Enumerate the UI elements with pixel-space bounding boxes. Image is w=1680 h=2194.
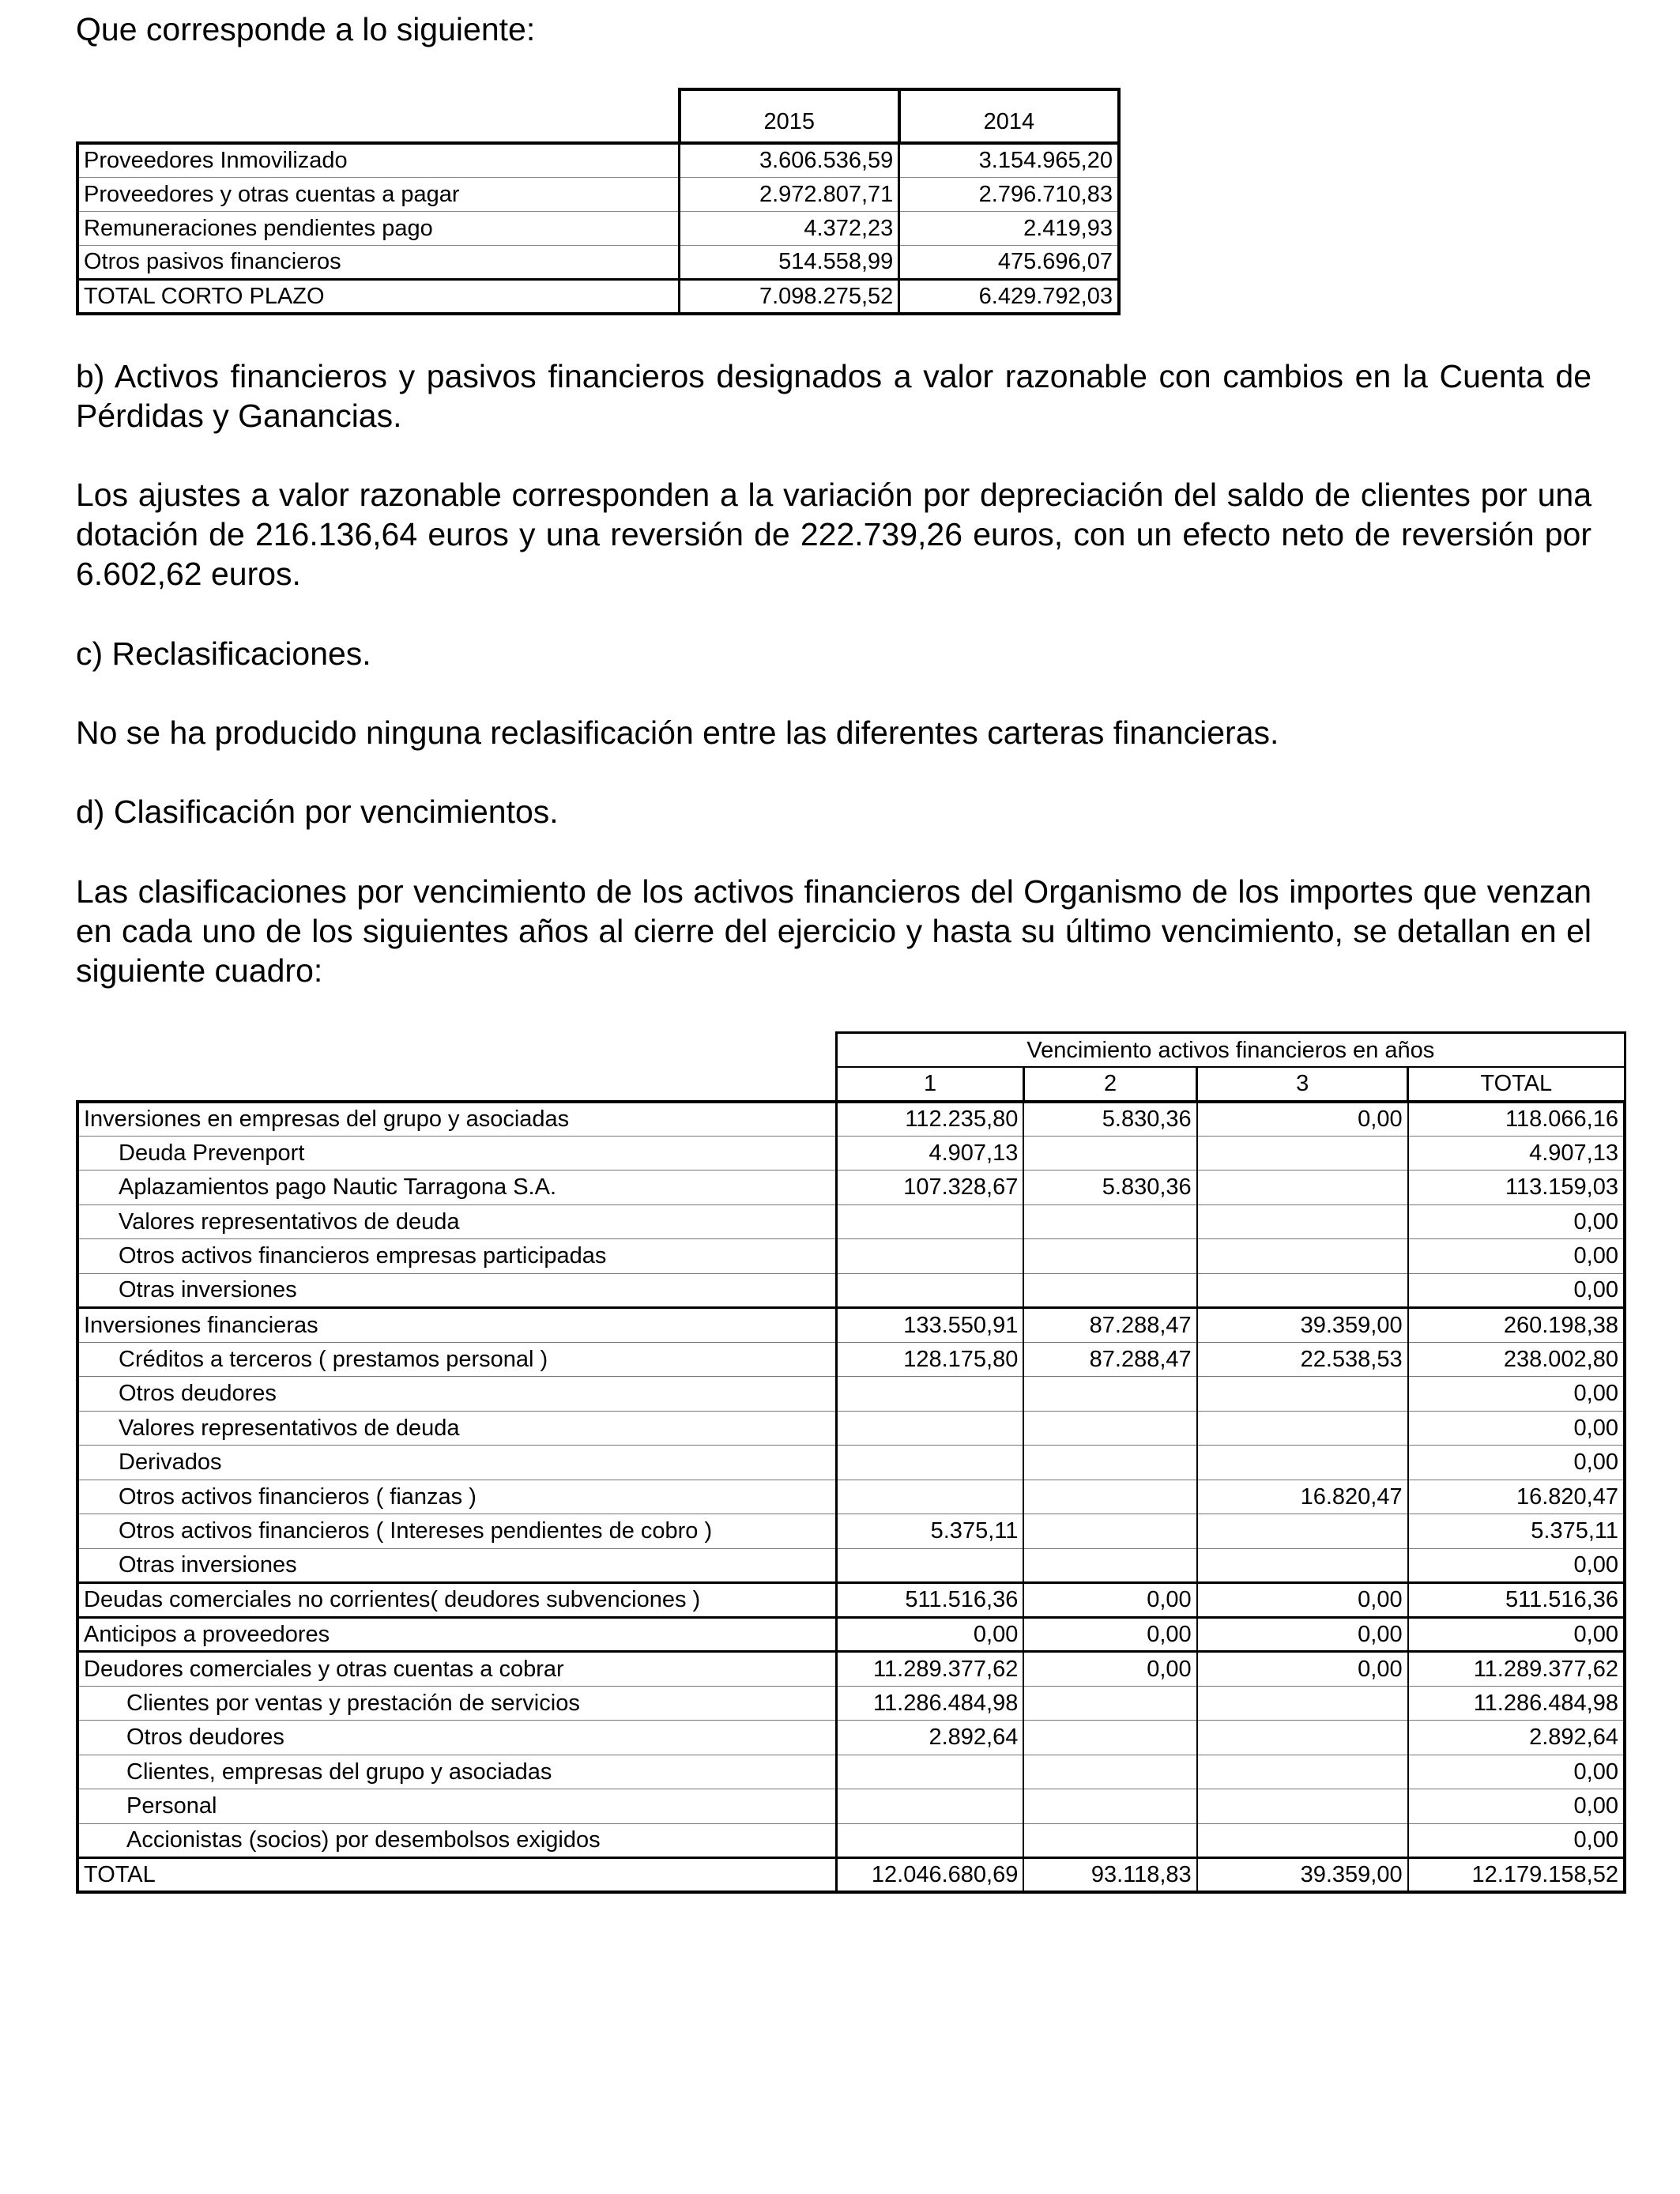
cell-value: 0,00 bbox=[1408, 1823, 1625, 1858]
cell-value: 5.830,36 bbox=[1023, 1171, 1196, 1205]
row-label: Personal bbox=[77, 1789, 837, 1824]
table-total-row bbox=[77, 1858, 1625, 1893]
section-b-text: Los ajustes a valor razonable corresponden a la variación por depreciación del saldo de clientes por una dotación de 216.136,64 euros y una reversión de 222.739,26 euros, con un efecto neto de reversión por 6.602,62 euros. bbox=[76, 477, 1591, 592]
table-row bbox=[77, 177, 1119, 211]
cell-value: 0,00 bbox=[1408, 1755, 1625, 1789]
cell-value: 2.419,93 bbox=[899, 211, 1119, 245]
cell-value: 0,00 bbox=[1023, 1652, 1196, 1687]
cell-value: 0,00 bbox=[1408, 1548, 1625, 1583]
cell-value bbox=[1023, 1377, 1196, 1412]
cell-value: 475.696,07 bbox=[899, 245, 1119, 279]
cell-value bbox=[837, 1377, 1024, 1412]
cell-value: 107.328,67 bbox=[837, 1171, 1024, 1205]
cell-value bbox=[1023, 1548, 1196, 1583]
table-row bbox=[77, 1686, 1625, 1721]
table-row bbox=[77, 1377, 1625, 1412]
column-header-2015: 2015 bbox=[680, 89, 899, 143]
cell-value: 4.907,13 bbox=[1408, 1136, 1625, 1171]
table-row bbox=[77, 1548, 1625, 1583]
cell-value: 22.538,53 bbox=[1197, 1342, 1408, 1377]
column-header-total: TOTAL bbox=[1408, 1067, 1625, 1102]
group-header: Vencimiento activos financieros en años bbox=[837, 1033, 1625, 1068]
row-label: Proveedores y otras cuentas a pagar bbox=[77, 177, 680, 211]
cell-value: 0,00 bbox=[1408, 1617, 1625, 1652]
row-label: Inversiones financieras bbox=[77, 1308, 837, 1343]
cell-value bbox=[837, 1411, 1024, 1446]
row-label: Clientes, empresas del grupo y asociadas bbox=[77, 1755, 837, 1789]
table-row bbox=[77, 211, 1119, 245]
row-label: Otros activos financieros empresas participadas bbox=[77, 1239, 837, 1274]
cell-value: 0,00 bbox=[1197, 1652, 1408, 1687]
cell-value: 511.516,36 bbox=[837, 1583, 1024, 1618]
table-row bbox=[77, 1102, 1625, 1137]
section-c-title: c) Reclasificaciones. bbox=[76, 635, 371, 672]
cell-value bbox=[837, 1446, 1024, 1480]
cell-value bbox=[1197, 1721, 1408, 1755]
cell-value bbox=[1023, 1411, 1196, 1446]
row-label: Otros pasivos financieros bbox=[77, 245, 680, 279]
cell-value: 3.154.965,20 bbox=[899, 143, 1119, 177]
cell-value: 0,00 bbox=[1408, 1411, 1625, 1446]
table-row bbox=[77, 1721, 1625, 1755]
table-row bbox=[77, 1273, 1625, 1308]
table-row bbox=[77, 1652, 1625, 1687]
table-row bbox=[77, 1514, 1625, 1549]
row-label: Deudas comerciales no corrientes( deudores subvenciones ) bbox=[77, 1583, 837, 1618]
row-label: Remuneraciones pendientes pago bbox=[77, 211, 680, 245]
table-row bbox=[77, 245, 1119, 279]
cell-value bbox=[1197, 1514, 1408, 1549]
cell-value bbox=[1023, 1686, 1196, 1721]
intro-text: Que corresponde a lo siguiente: bbox=[76, 11, 536, 47]
cell-value bbox=[1023, 1273, 1196, 1308]
cell-value: 113.159,03 bbox=[1408, 1171, 1625, 1205]
cell-value: 12.046.680,69 bbox=[837, 1858, 1024, 1893]
cell-value bbox=[1197, 1446, 1408, 1480]
table-row bbox=[77, 1411, 1625, 1446]
cell-value bbox=[1197, 1411, 1408, 1446]
row-label: TOTAL bbox=[77, 1858, 837, 1893]
cell-value bbox=[1023, 1823, 1196, 1858]
cell-value: 260.198,38 bbox=[1408, 1308, 1625, 1343]
cell-value: 0,00 bbox=[1197, 1583, 1408, 1618]
column-header-year-1: 1 bbox=[837, 1067, 1024, 1102]
table-row bbox=[77, 1789, 1625, 1824]
cell-value bbox=[1023, 1446, 1196, 1480]
table-row bbox=[77, 1342, 1625, 1377]
cell-value: 11.289.377,62 bbox=[1408, 1652, 1625, 1687]
cell-value bbox=[1023, 1514, 1196, 1549]
row-label: Otros activos financieros ( fianzas ) bbox=[77, 1480, 837, 1514]
table-row bbox=[77, 1239, 1625, 1274]
cell-value: 3.606.536,59 bbox=[680, 143, 899, 177]
cell-value bbox=[1197, 1204, 1408, 1239]
cell-value: 118.066,16 bbox=[1408, 1102, 1625, 1137]
cell-value: 0,00 bbox=[1408, 1446, 1625, 1480]
row-label: Derivados bbox=[77, 1446, 837, 1480]
cell-value bbox=[1197, 1548, 1408, 1583]
cell-value: 12.179.158,52 bbox=[1408, 1858, 1625, 1893]
table-row bbox=[77, 1136, 1625, 1171]
row-label: Deudores comerciales y otras cuentas a cobrar bbox=[77, 1652, 837, 1687]
cell-value: 238.002,80 bbox=[1408, 1342, 1625, 1377]
cell-value: 39.359,00 bbox=[1197, 1858, 1408, 1893]
cell-value bbox=[1023, 1721, 1196, 1755]
cell-value: 0,00 bbox=[1023, 1617, 1196, 1652]
cell-value: 2.892,64 bbox=[1408, 1721, 1625, 1755]
section-c-text: No se ha producido ninguna reclasificación entre las diferentes carteras financieras. bbox=[76, 714, 1279, 751]
cell-value bbox=[1197, 1377, 1408, 1412]
table-row bbox=[77, 1583, 1625, 1618]
cell-value: 0,00 bbox=[1408, 1239, 1625, 1274]
cell-value bbox=[1197, 1686, 1408, 1721]
row-label: Otras inversiones bbox=[77, 1548, 837, 1583]
cell-value: 5.375,11 bbox=[837, 1514, 1024, 1549]
cell-value: 511.516,36 bbox=[1408, 1583, 1625, 1618]
cell-value bbox=[1197, 1789, 1408, 1824]
cell-value bbox=[1023, 1204, 1196, 1239]
row-label: Clientes por ventas y prestación de servicios bbox=[77, 1686, 837, 1721]
cell-value: 5.375,11 bbox=[1408, 1514, 1625, 1549]
section-d-text: Las clasificaciones por vencimiento de los activos financieros del Organismo de los importes que venzan en cada uno de los siguientes años al cierre del ejercicio y hasta su último vencimiento, se detallan en el siguiente cuadro: bbox=[76, 873, 1591, 989]
short-term-liabilities-table bbox=[76, 88, 1121, 315]
row-label: TOTAL CORTO PLAZO bbox=[77, 279, 680, 314]
cell-value bbox=[837, 1239, 1024, 1274]
cell-value bbox=[1197, 1755, 1408, 1789]
cell-value: 6.429.792,03 bbox=[899, 279, 1119, 314]
column-header-year-3: 3 bbox=[1197, 1067, 1408, 1102]
cell-value bbox=[1023, 1239, 1196, 1274]
cell-value: 93.118,83 bbox=[1023, 1858, 1196, 1893]
cell-value: 2.796.710,83 bbox=[899, 177, 1119, 211]
cell-value: 87.288,47 bbox=[1023, 1308, 1196, 1343]
table-row bbox=[77, 1308, 1625, 1343]
cell-value bbox=[1197, 1171, 1408, 1205]
column-header-2014: 2014 bbox=[899, 89, 1119, 143]
row-label: Créditos a terceros ( prestamos personal ) bbox=[77, 1342, 837, 1377]
table-row bbox=[77, 1755, 1625, 1789]
table-row bbox=[77, 1446, 1625, 1480]
cell-value bbox=[837, 1480, 1024, 1514]
cell-value: 4.907,13 bbox=[837, 1136, 1024, 1171]
cell-value bbox=[837, 1273, 1024, 1308]
row-label: Otros deudores bbox=[77, 1721, 837, 1755]
row-label: Inversiones en empresas del grupo y asociadas bbox=[77, 1102, 837, 1137]
row-label: Valores representativos de deuda bbox=[77, 1204, 837, 1239]
cell-value bbox=[1023, 1480, 1196, 1514]
cell-value: 2.892,64 bbox=[837, 1721, 1024, 1755]
cell-value bbox=[837, 1789, 1024, 1824]
cell-value: 112.235,80 bbox=[837, 1102, 1024, 1137]
row-label: Accionistas (socios) por desembolsos exigidos bbox=[77, 1823, 837, 1858]
cell-value: 0,00 bbox=[1408, 1273, 1625, 1308]
row-label: Proveedores Inmovilizado bbox=[77, 143, 680, 177]
cell-value bbox=[1197, 1239, 1408, 1274]
cell-value: 11.286.484,98 bbox=[1408, 1686, 1625, 1721]
cell-value bbox=[1023, 1789, 1196, 1824]
cell-value: 0,00 bbox=[1408, 1377, 1625, 1412]
table-row bbox=[77, 1171, 1625, 1205]
cell-value: 0,00 bbox=[1197, 1102, 1408, 1137]
table-row bbox=[77, 1204, 1625, 1239]
cell-value: 16.820,47 bbox=[1408, 1480, 1625, 1514]
cell-value bbox=[837, 1755, 1024, 1789]
cell-value bbox=[1023, 1136, 1196, 1171]
cell-value: 11.289.377,62 bbox=[837, 1652, 1024, 1687]
row-label: Otros activos financieros ( Intereses pendientes de cobro ) bbox=[77, 1514, 837, 1549]
column-header-year-2: 2 bbox=[1023, 1067, 1196, 1102]
table-row bbox=[77, 1823, 1625, 1858]
row-label: Valores representativos de deuda bbox=[77, 1411, 837, 1446]
cell-value: 514.558,99 bbox=[680, 245, 899, 279]
cell-value: 0,00 bbox=[837, 1617, 1024, 1652]
row-label: Anticipos a proveedores bbox=[77, 1617, 837, 1652]
cell-value bbox=[1023, 1755, 1196, 1789]
cell-value: 87.288,47 bbox=[1023, 1342, 1196, 1377]
row-label: Aplazamientos pago Nautic Tarragona S.A. bbox=[77, 1171, 837, 1205]
table-total-row bbox=[77, 279, 1119, 314]
cell-value: 0,00 bbox=[1197, 1617, 1408, 1652]
cell-value: 7.098.275,52 bbox=[680, 279, 899, 314]
cell-value: 11.286.484,98 bbox=[837, 1686, 1024, 1721]
cell-value: 39.359,00 bbox=[1197, 1308, 1408, 1343]
cell-value: 16.820,47 bbox=[1197, 1480, 1408, 1514]
row-label: Deuda Prevenport bbox=[77, 1136, 837, 1171]
cell-value bbox=[1197, 1823, 1408, 1858]
cell-value: 2.972.807,71 bbox=[680, 177, 899, 211]
cell-value bbox=[837, 1548, 1024, 1583]
row-label: Otras inversiones bbox=[77, 1273, 837, 1308]
cell-value: 4.372,23 bbox=[680, 211, 899, 245]
section-b-title: b) Activos financieros y pasivos financieros designados a valor razonable con cambios en la Cuenta de Pérdidas y Ganancias. bbox=[76, 358, 1591, 434]
table-row bbox=[77, 143, 1119, 177]
cell-value: 0,00 bbox=[1408, 1204, 1625, 1239]
maturity-classification-table bbox=[76, 1031, 1626, 1894]
cell-value bbox=[1197, 1273, 1408, 1308]
cell-value: 0,00 bbox=[1408, 1789, 1625, 1824]
cell-value bbox=[837, 1823, 1024, 1858]
cell-value bbox=[837, 1204, 1024, 1239]
table-row bbox=[77, 1617, 1625, 1652]
cell-value bbox=[1197, 1136, 1408, 1171]
table-row bbox=[77, 1480, 1625, 1514]
cell-value: 0,00 bbox=[1023, 1583, 1196, 1618]
section-d-title: d) Clasificación por vencimientos. bbox=[76, 794, 559, 830]
row-label: Otros deudores bbox=[77, 1377, 837, 1412]
cell-value: 5.830,36 bbox=[1023, 1102, 1196, 1137]
cell-value: 133.550,91 bbox=[837, 1308, 1024, 1343]
cell-value: 128.175,80 bbox=[837, 1342, 1024, 1377]
